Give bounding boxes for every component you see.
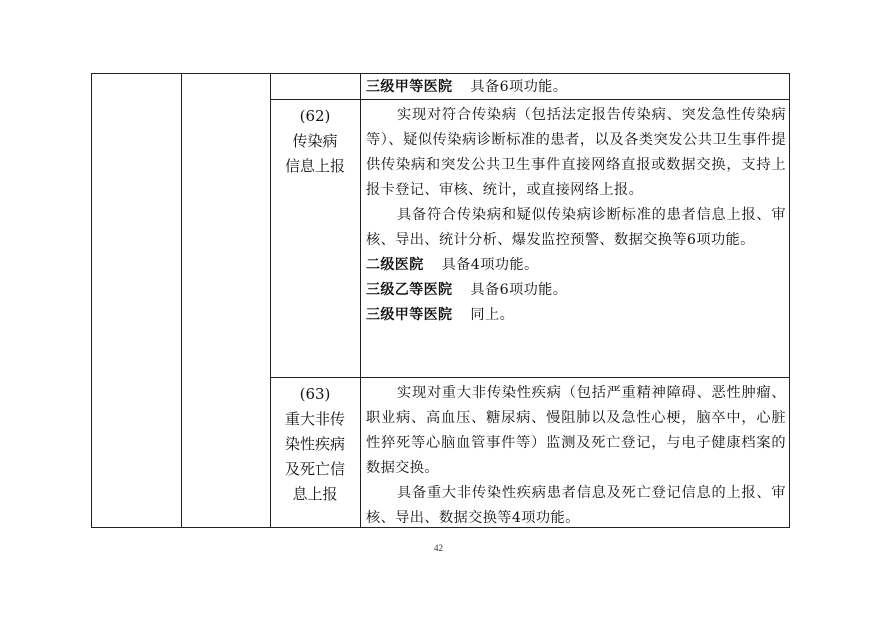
item-number: (63)	[299, 385, 331, 403]
item-name-line: 息上报	[292, 485, 338, 503]
row-divider-2	[270, 377, 790, 378]
page-number: 42	[434, 543, 443, 553]
grade-label: 三级乙等医院	[366, 282, 453, 298]
item-description: 实现对符合传染病（包括法定报告传染病、突发急性传染病等）、疑似传染病诊断标准的患者，以及各类突发公共卫生事件提供传染病和突发公共卫生事件直接网络直报或数据交换，支持上报卡登记、审核、统计，或直接网络上报。	[366, 107, 786, 198]
item-62-content	[366, 103, 786, 328]
grade-text: 具备6项功能。	[470, 282, 568, 298]
item-63-content	[366, 381, 786, 531]
item-number: (62)	[299, 107, 331, 125]
item-62-name	[270, 104, 360, 179]
item-functions: 具备重大非传染性疾病患者信息及死亡登记信息的上报、审核、导出、数据交换等4项功能。	[366, 485, 786, 526]
grade-label: 三级甲等医院	[366, 79, 453, 95]
item-name-line: 传染病	[292, 132, 338, 150]
grade-line	[366, 253, 786, 278]
top-row-content	[366, 75, 786, 100]
item-name-line: 信息上报	[284, 157, 345, 175]
table-border-right	[789, 73, 790, 528]
grade-label: 三级甲等医院	[366, 307, 453, 323]
grade-label: 二级医院	[366, 257, 424, 273]
column-divider-3	[360, 73, 361, 528]
item-name-line: 重大非传	[284, 410, 345, 428]
grade-line	[366, 303, 786, 328]
item-functions: 具备符合传染病和疑似传染病诊断标准的患者信息上报、审核、导出、统计分析、爆发监控预警、数据交换等6项功能。	[366, 207, 786, 248]
grade-line	[366, 278, 786, 303]
grade-text: 同上。	[470, 307, 515, 323]
table-border-top	[91, 73, 790, 74]
grade-text: 具备4项功能。	[441, 257, 539, 273]
item-name-line: 染性疾病	[284, 435, 345, 453]
item-description: 实现对重大非传染性疾病（包括严重精神障碍、恶性肿瘤、职业病、高血压、糖尿病、慢阻肺以及急性心梗，脑卒中，心脏性猝死等心脑血管事件等）监测及死亡登记，与电子健康档案的数据交换。	[366, 385, 786, 476]
column-divider-1	[181, 73, 182, 528]
item-name-line: 及死亡信	[284, 460, 345, 478]
table-border-left	[91, 73, 92, 528]
grade-text: 具备6项功能。	[470, 79, 568, 95]
item-63-name	[270, 382, 360, 507]
